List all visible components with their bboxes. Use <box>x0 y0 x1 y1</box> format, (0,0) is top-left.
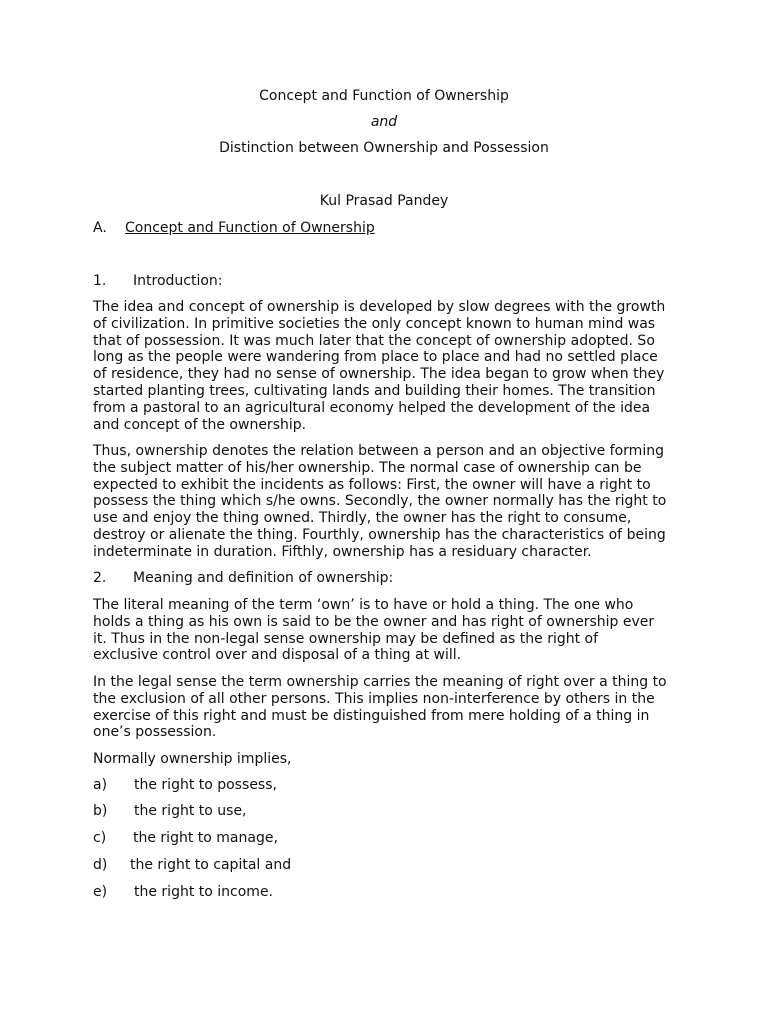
list-item: the right to manage, <box>133 830 278 846</box>
section-a-marker: A. <box>93 220 107 236</box>
paragraph-line: The literal meaning of the term ‘own’ is to have or hold a thing. The one who <box>93 597 634 613</box>
paragraph-line: Thus, ownership denotes the relation between a person and an objective forming <box>93 443 664 459</box>
paragraph-line: that of possession. It was much later that the concept of ownership adopted. So <box>93 332 655 349</box>
list-marker: c) <box>93 830 107 846</box>
paragraph-line: use and enjoy the thing owned. Thirdly, the owner has the right to consume, <box>93 510 632 527</box>
paragraph-line: it. Thus in the non-legal sense ownership may be defined as the right of <box>93 630 599 647</box>
paragraph-line: exercise of this right and must be distinguished from mere holding of a thing in <box>93 707 650 724</box>
list-item: the right to income. <box>134 884 274 900</box>
list-marker: e) <box>93 884 108 900</box>
normally-implies-line: Normally ownership implies, <box>93 751 292 767</box>
paragraph-line: holds a thing as his own is said to be the owner and has right of ownership ever <box>93 613 655 630</box>
paragraph-line: exclusive control over and disposal of a thing at will. <box>93 647 462 664</box>
paragraph-line: possess the thing which s/he owns. Secondly, the owner normally has the right to <box>93 493 667 510</box>
paragraph-line: of civilization. In primitive societies the only concept known to human mind was <box>93 315 656 332</box>
list-marker: b) <box>93 803 108 819</box>
paragraph-line: one’s possession. <box>93 724 217 741</box>
list-marker: d) <box>93 857 108 873</box>
paragraph-line: started planting trees, cultivating lands and building their homes. The transition <box>93 382 656 399</box>
paragraph-line: long as the people were wandering from place to place and had no settled place <box>93 349 658 366</box>
list-item: the right to use, <box>134 803 247 819</box>
thus-paragraph <box>93 443 683 561</box>
title-line-1: Concept and Function of Ownership <box>259 88 509 104</box>
paragraph-line: indeterminate in duration. Fifthly, ownership has a residuary character. <box>93 543 592 560</box>
paragraph-line: of residence, they had no sense of ownership. The idea began to grow when they <box>93 366 665 383</box>
intro-paragraph <box>93 299 683 433</box>
list-item: the right to capital and <box>130 857 292 873</box>
paragraph-line: from a pastoral to an agricultural economy helped the development of the idea <box>93 399 651 416</box>
paragraph-line: and concept of the ownership. <box>93 416 307 433</box>
paragraph-line: the subject matter of his/her ownership. The normal case of ownership can be <box>93 459 642 476</box>
list-item: the right to possess, <box>134 777 277 793</box>
paragraph-line: In the legal sense the term ownership carries the meaning of right over a thing to <box>93 674 667 690</box>
title-line-3: Distinction between Ownership and Possession <box>219 140 549 156</box>
paragraph-line: The idea and concept of ownership is developed by slow degrees with the growth <box>93 299 666 315</box>
subsection-2-marker: 2. <box>93 570 107 586</box>
literal-meaning-paragraph <box>93 597 683 664</box>
paragraph-line: expected to exhibit the incidents as follows: First, the owner will have a right to <box>93 476 651 493</box>
title-line-2: and <box>370 114 398 130</box>
section-a-heading: Concept and Function of Ownership <box>125 220 375 236</box>
paragraph-line: destroy or alienate the thing. Fourthly, ownership has the characteristics of being <box>93 526 666 543</box>
subsection-1-marker: 1. <box>93 273 107 289</box>
list-marker: a) <box>93 777 108 793</box>
legal-sense-paragraph <box>93 674 683 741</box>
paragraph-line: the exclusion of all other persons. This implies non-interference by others in the <box>93 690 655 707</box>
subsection-1-heading: Introduction: <box>133 273 223 289</box>
author-name: Kul Prasad Pandey <box>319 193 449 209</box>
subsection-2-heading: Meaning and definition of ownership: <box>133 570 394 586</box>
